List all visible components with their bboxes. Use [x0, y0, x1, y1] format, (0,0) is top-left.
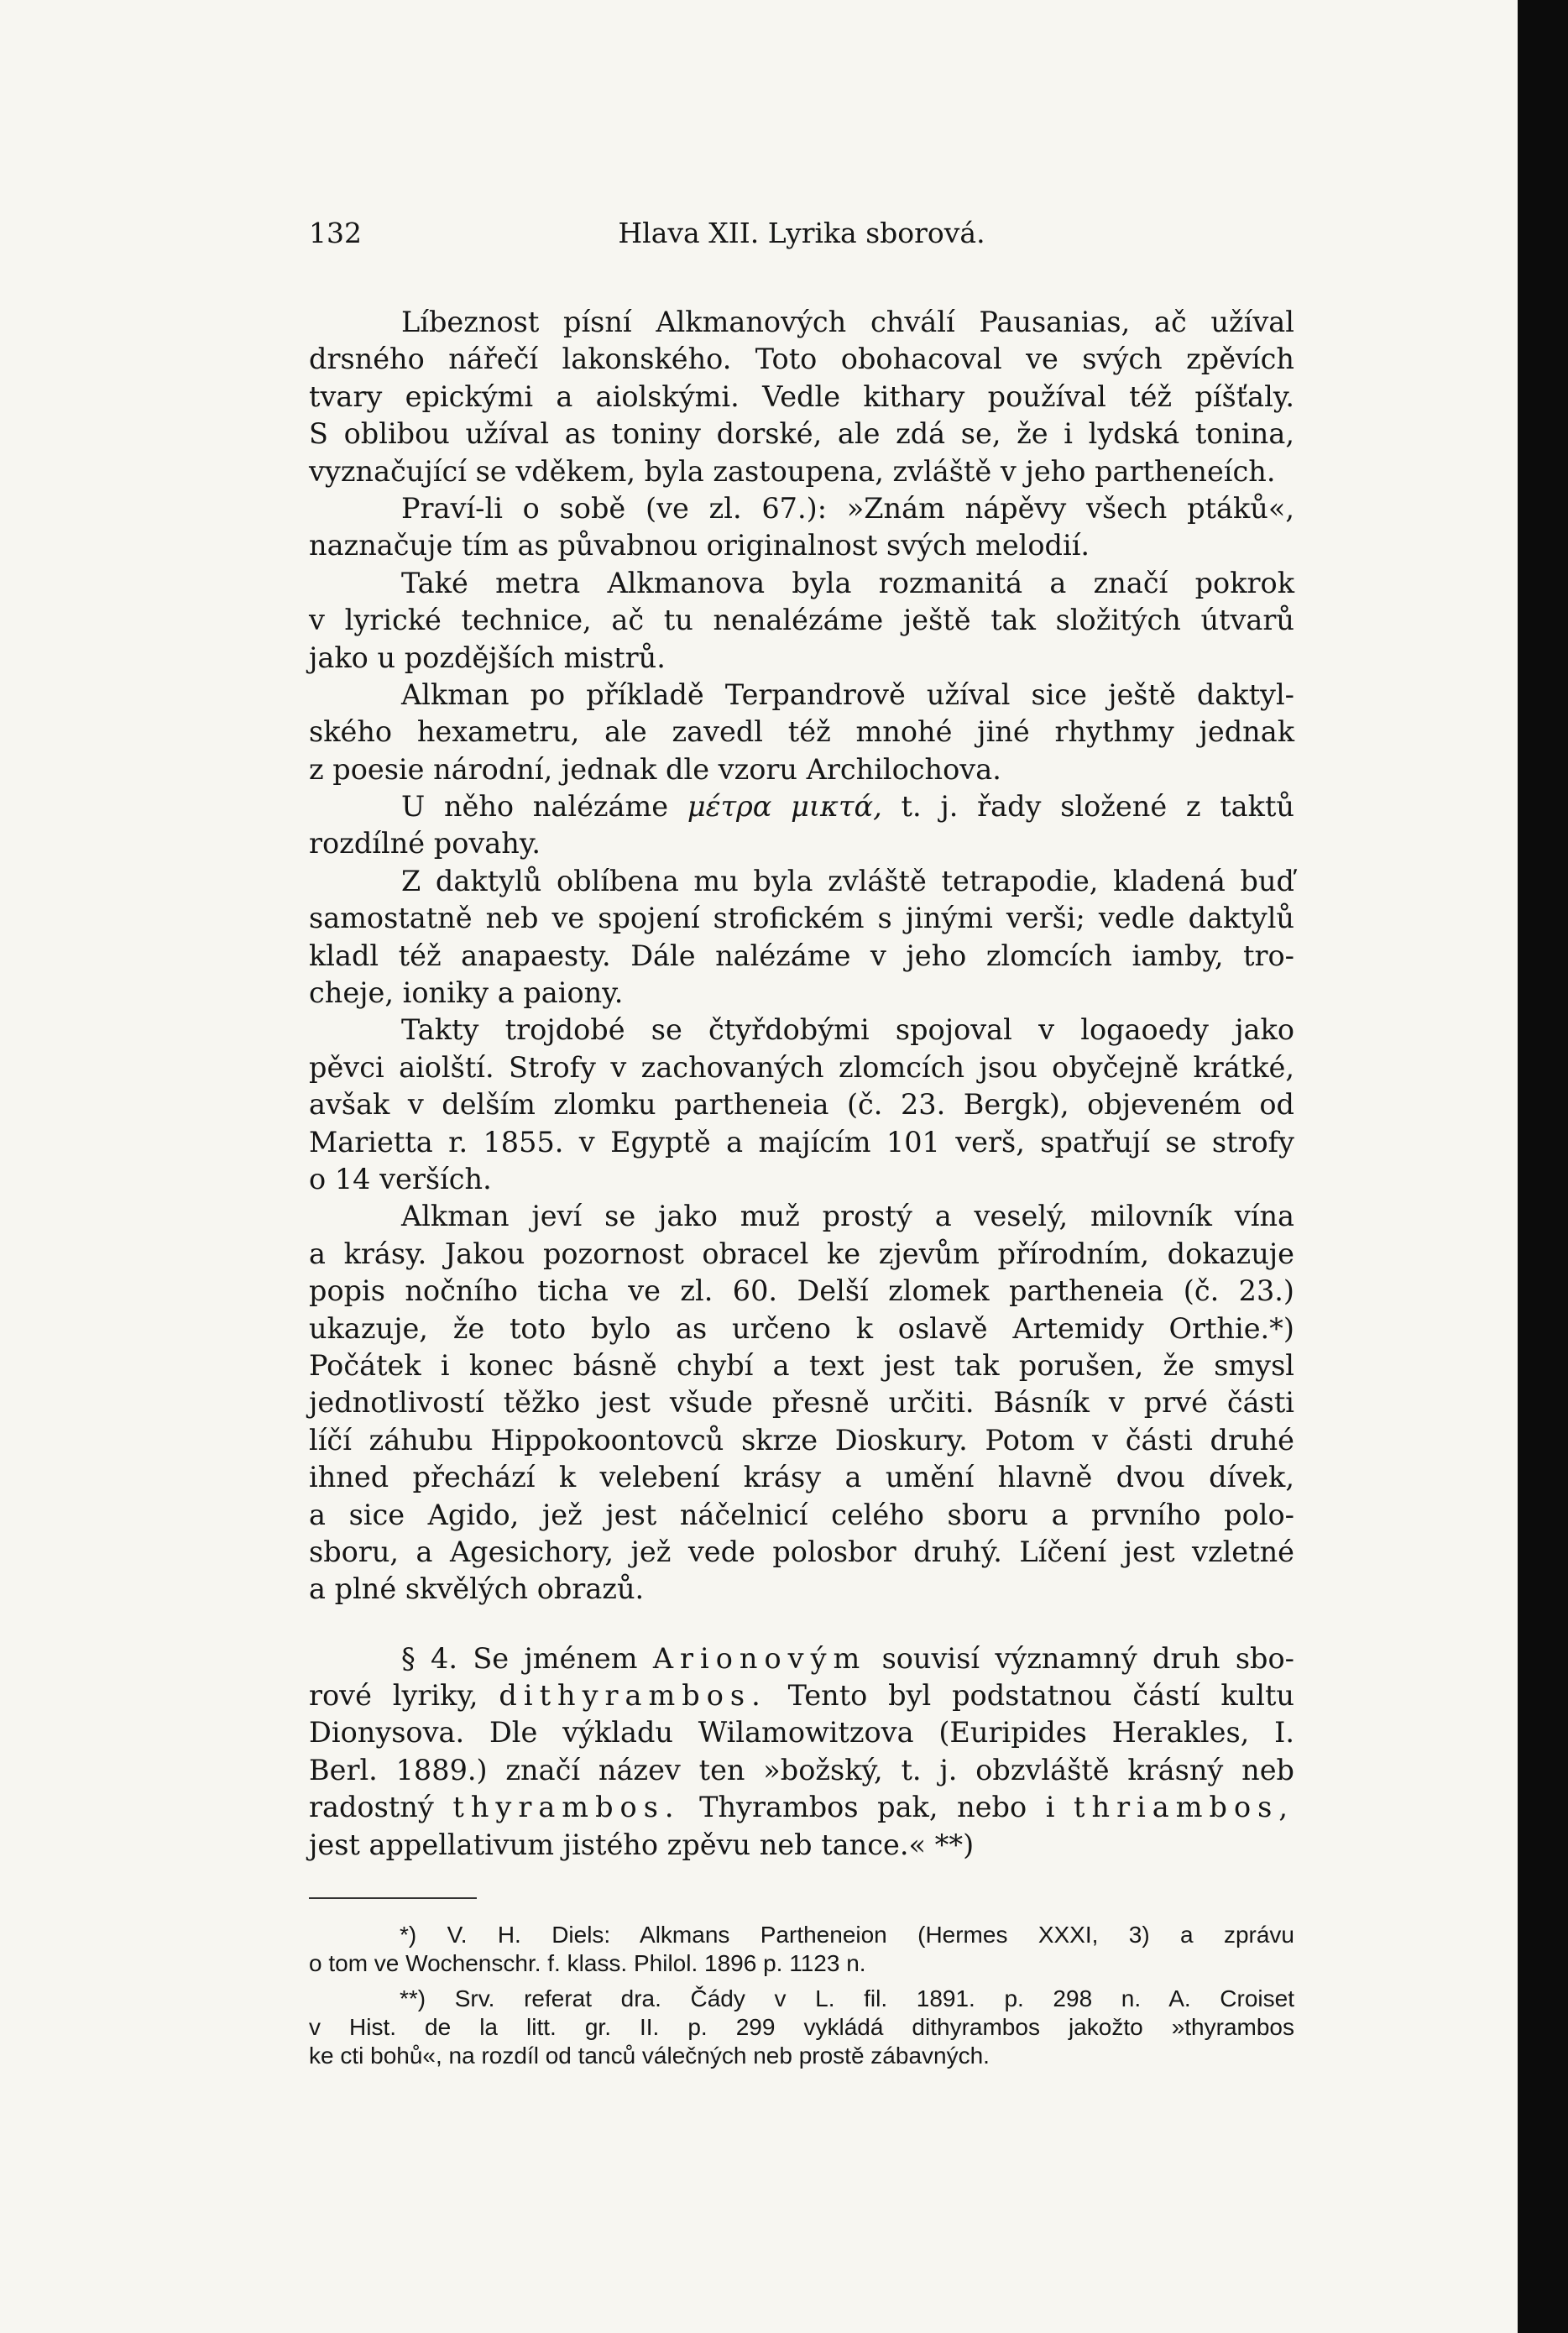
- line-text: kladl též anapaesty. Dále nalézáme v jeho zlomcích iamby, tro-: [309, 939, 1294, 972]
- line-text: a krásy. Jakou pozornost obracel ke zjevům přírodním, dokazuje: [309, 1237, 1294, 1270]
- line-text: drsného nářečí lakonského. Toto obohacoval ve svých zpěvích: [309, 343, 1294, 376]
- line-text: pěvci aiolští. Strofy v zachovaných zlomcích jsou obyčejně krátké,: [309, 1050, 1294, 1084]
- line-text: ského hexametru, ale zavedl též mnohé jiné rhythmy jednak: [309, 715, 1294, 749]
- line-text: v lyrické technice, ač tu nenalézáme ještě tak složitých útvarů: [309, 604, 1294, 637]
- text-line: [309, 863, 1294, 900]
- line-text: Praví-li o sobě (ve zl. 67.): »Znám nápěvy všech ptáků«,: [401, 491, 1294, 525]
- text-line: [309, 341, 1294, 378]
- text-line: [309, 1422, 1294, 1459]
- text-line: [309, 825, 1294, 862]
- text-line: [309, 304, 1294, 341]
- section-line: [309, 1827, 1294, 1864]
- spaced-term: thriambos,: [1074, 1791, 1294, 1824]
- text-line: [309, 788, 1294, 825]
- line-text: Marietta r. 1855. v Egyptě a majícím 101 verš, spatřují se strofy: [309, 1125, 1294, 1159]
- line-text: Thyrambos pak, nebo i: [680, 1791, 1074, 1824]
- section-line: [309, 1677, 1294, 1714]
- footnote: [309, 1985, 1294, 2070]
- body-text: [309, 304, 1294, 1609]
- line-text: líčí záhubu Hippokoontovců skrze Dioskury. Potom v části druhé: [309, 1423, 1294, 1457]
- text-line: [309, 900, 1294, 937]
- line-text: avšak v delším zlomku partheneia (č. 23. Bergk), objeveném od: [309, 1088, 1294, 1122]
- text-line: [309, 1086, 1294, 1123]
- text-line: [309, 975, 1294, 1012]
- line-text: sboru, a Agesichory, jež vede polosbor druhý. Líčení jest vzletné: [309, 1535, 1294, 1568]
- section-line: [309, 1789, 1294, 1826]
- footnote-rule: [309, 1897, 477, 1899]
- footnote-line: v Hist. de la litt. gr. II. p. 299 vykládá dithyrambos jakožto »thyrambos: [309, 2014, 1294, 2041]
- greek-term: μέτρα μικτά,: [687, 790, 882, 824]
- line-text: ihned přechází k velebení krásy a umění hlavně dvou dívek,: [309, 1461, 1294, 1494]
- line-text: z poesie národní, jednak dle vzoru Archilochova.: [309, 752, 1001, 786]
- text-line: [309, 1384, 1294, 1421]
- line-text: radostný: [309, 1791, 453, 1824]
- line-text: rové lyriky,: [309, 1679, 499, 1713]
- line-text: Líbeznost písní Alkmanových chválí Pausanias, ač užíval: [401, 306, 1294, 338]
- text-line: [309, 1347, 1294, 1384]
- scan-edge-bar: [1518, 0, 1568, 2333]
- line-text: o 14 verších.: [309, 1162, 492, 1195]
- text-line: [309, 1273, 1294, 1310]
- text-line: [309, 677, 1294, 714]
- footnotes: [309, 1921, 1294, 2070]
- line-text: rozdílné povahy.: [309, 827, 541, 860]
- line-text: U něho nalézáme: [401, 790, 669, 824]
- text-line: [309, 1459, 1294, 1496]
- text-line: [309, 1534, 1294, 1571]
- line-text: a plné skvělých obrazů.: [309, 1572, 645, 1606]
- line-text: Také metra Alkmanova byla rozmanitá a značí pokrok: [401, 566, 1294, 599]
- line-text: popis nočního ticha ve zl. 60. Delší zlomek partheneia (č. 23.): [309, 1274, 1294, 1308]
- section-line: [309, 1752, 1294, 1789]
- section-4: [309, 1640, 1294, 1864]
- text-line: [309, 379, 1294, 416]
- spaced-term: Arionovým: [652, 1641, 867, 1675]
- section-gap: [309, 1609, 1294, 1640]
- text-line: [309, 640, 1294, 677]
- line-text: Se jménem: [473, 1641, 653, 1675]
- text-line: [309, 602, 1294, 639]
- line-text: cheje, ioniky a paiony.: [309, 976, 624, 1010]
- text-line: [309, 527, 1294, 564]
- line-text: vyznačující se vděkem, byla zastoupena, zvláště v jeho partheneích.: [309, 454, 1276, 488]
- text-line: [309, 1124, 1294, 1161]
- text-line: [309, 1161, 1294, 1198]
- line-text: Z daktylů oblíbena mu byla zvláště tetrapodie, kladená buď: [401, 864, 1294, 897]
- page-number: 132: [309, 217, 362, 249]
- text-line: [309, 714, 1294, 751]
- text-line: [309, 490, 1294, 527]
- text-line: [309, 751, 1294, 788]
- line-text: Alkman jeví se jako muž prostý a veselý, milovník vína: [401, 1200, 1294, 1233]
- line-text: naznačuje tím as půvabnou originalnost svých melodií.: [309, 529, 1090, 562]
- text-line: [309, 1198, 1294, 1235]
- text-line: [309, 416, 1294, 452]
- line-text: S oblibou užíval as toniny dorské, ale zdá se, že i lydská tonina,: [309, 417, 1294, 451]
- footnote-line: *) V. H. Diels: Alkmans Partheneion (Hermes XXXI, 3) a zprávu: [400, 1922, 1294, 1949]
- line-text: Dionysova. Dle výkladu Wilamowitzova (Euripides Herakles, I.: [309, 1716, 1294, 1750]
- line-text: ukazuje, že toto bylo as určeno k oslavě Artemidy Orthie.*): [309, 1311, 1294, 1345]
- line-text: jest appellativum jistého zpěvu neb tance.« **): [309, 1828, 975, 1861]
- text-line: [309, 565, 1294, 602]
- section-symbol: § 4.: [401, 1641, 458, 1675]
- footnote-line: **) Srv. referat dra. Čády v L. fil. 1891. p. 298 n. A. Croiset: [400, 1985, 1294, 2012]
- page-header: [309, 217, 1294, 267]
- line-text: Takty trojdobé se čtyřdobými spojoval v logaoedy jako: [401, 1013, 1294, 1047]
- text-line: [309, 1497, 1294, 1534]
- line-text: tvary epickými a aiolskými. Vedle kithary používal též píšťaly.: [309, 379, 1294, 413]
- line-text: Berl. 1889.) značí název ten »božský, t. j. obzvláště krásný neb: [309, 1753, 1294, 1786]
- text-line: [309, 1236, 1294, 1273]
- line-text: Tento byl podstatnou částí kultu: [766, 1679, 1294, 1713]
- line-text: a sice Agido, jež jest náčelnicí celého sboru a prvního polo-: [309, 1498, 1294, 1531]
- line-text: souvisí významný druh sbo-: [866, 1641, 1294, 1675]
- footnote-line: ke cti bohů«, na rozdíl od tanců válečných neb prostě zábavných.: [309, 2043, 990, 2069]
- section-line: [309, 1714, 1294, 1751]
- line-text: Počátek i konec básně chybí a text jest tak porušen, že smysl: [309, 1348, 1294, 1382]
- line-text: jednotlivostí těžko jest všude přesně určiti. Básník v prvé části: [309, 1386, 1294, 1420]
- book-page: [309, 217, 1294, 2070]
- spaced-term: dithyrambos.: [499, 1679, 767, 1713]
- line-text: Alkman po příkladě Terpandrově užíval sice ještě daktyl-: [401, 677, 1294, 711]
- footnote-line: o tom ve Wochenschr. f. klass. Philol. 1896 p. 1123 n.: [309, 1950, 866, 1977]
- footnote-gap: [309, 1978, 1294, 1985]
- spaced-term: thyrambos.: [452, 1791, 681, 1824]
- text-line: [309, 453, 1294, 490]
- section-line: [309, 1640, 1294, 1677]
- text-line: [309, 1571, 1294, 1608]
- text-line: [309, 1310, 1294, 1347]
- text-line: [309, 1012, 1294, 1049]
- line-text: jako u pozdějších mistrů.: [309, 641, 666, 674]
- line-text: samostatně neb ve spojení strofickém s jinými verši; vedle daktylů: [309, 902, 1294, 935]
- text-line: [309, 1049, 1294, 1086]
- line-text-tail: t. j. řady složené z taktů: [901, 790, 1294, 824]
- footnote: [309, 1921, 1294, 1978]
- running-title: Hlava XII. Lyrika sborová.: [618, 217, 985, 249]
- text-line: [309, 938, 1294, 975]
